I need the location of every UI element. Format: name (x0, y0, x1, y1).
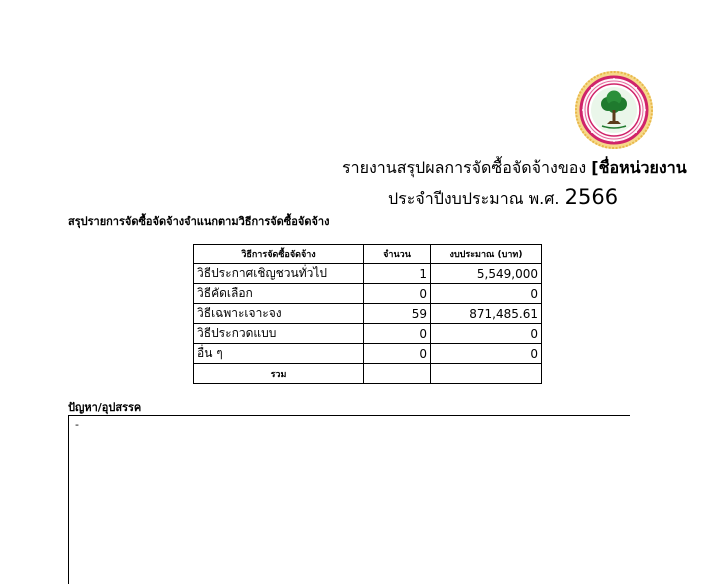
row-count: 0 (364, 344, 431, 364)
row-method: อื่น ๆ (194, 344, 364, 364)
fiscal-year-label: ประจำปีงบประมาณ พ.ศ. (388, 189, 560, 208)
row-method: วิธีเฉพาะเจาะจง (194, 304, 364, 324)
seal-emblem-icon (574, 70, 654, 150)
total-count (364, 364, 431, 384)
fiscal-year-value: 2566 (564, 185, 619, 209)
row-budget: 871,485.61 (431, 304, 542, 324)
header-count: จำนวน (364, 245, 431, 264)
report-title (342, 156, 687, 180)
row-method: วิธีคัดเลือก (194, 284, 364, 304)
table-row (194, 304, 542, 324)
organization-seal (574, 70, 654, 150)
table-row (194, 264, 542, 284)
row-count: 0 (364, 324, 431, 344)
row-method: วิธีประกวดแบบ (194, 324, 364, 344)
row-count: 59 (364, 304, 431, 324)
header-budget: งบประมาณ (บาท) (431, 245, 542, 264)
row-count: 1 (364, 264, 431, 284)
problems-box (68, 415, 630, 584)
table-row (194, 284, 542, 304)
row-method: วิธีประกาศเชิญชวนทั่วไป (194, 264, 364, 284)
section-title: สรุปรายการจัดซื้อจัดจ้างจำแนกตามวิธีการจัดซื้อจัดจ้าง (68, 215, 330, 228)
row-budget: 0 (431, 324, 542, 344)
procurement-summary-table (193, 244, 542, 384)
unit-name-placeholder: [ชื่อหน่วยงาน (591, 158, 687, 177)
total-label: รวม (194, 364, 364, 384)
fiscal-year-line (388, 184, 618, 212)
table-row (194, 344, 542, 364)
total-budget (431, 364, 542, 384)
problems-content: - (75, 418, 79, 431)
table-row (194, 324, 542, 344)
table-header-row (194, 245, 542, 264)
row-count: 0 (364, 284, 431, 304)
report-title-prefix: รายงานสรุปผลการจัดซื้อจัดจ้างของ (342, 158, 587, 177)
problems-title: ปัญหา/อุปสรรค (68, 401, 142, 414)
row-budget: 0 (431, 284, 542, 304)
header-method: วิธีการจัดซื้อจัดจ้าง (194, 245, 364, 264)
row-budget: 0 (431, 344, 542, 364)
row-budget: 5,549,000 (431, 264, 542, 284)
table-total-row (194, 364, 542, 384)
